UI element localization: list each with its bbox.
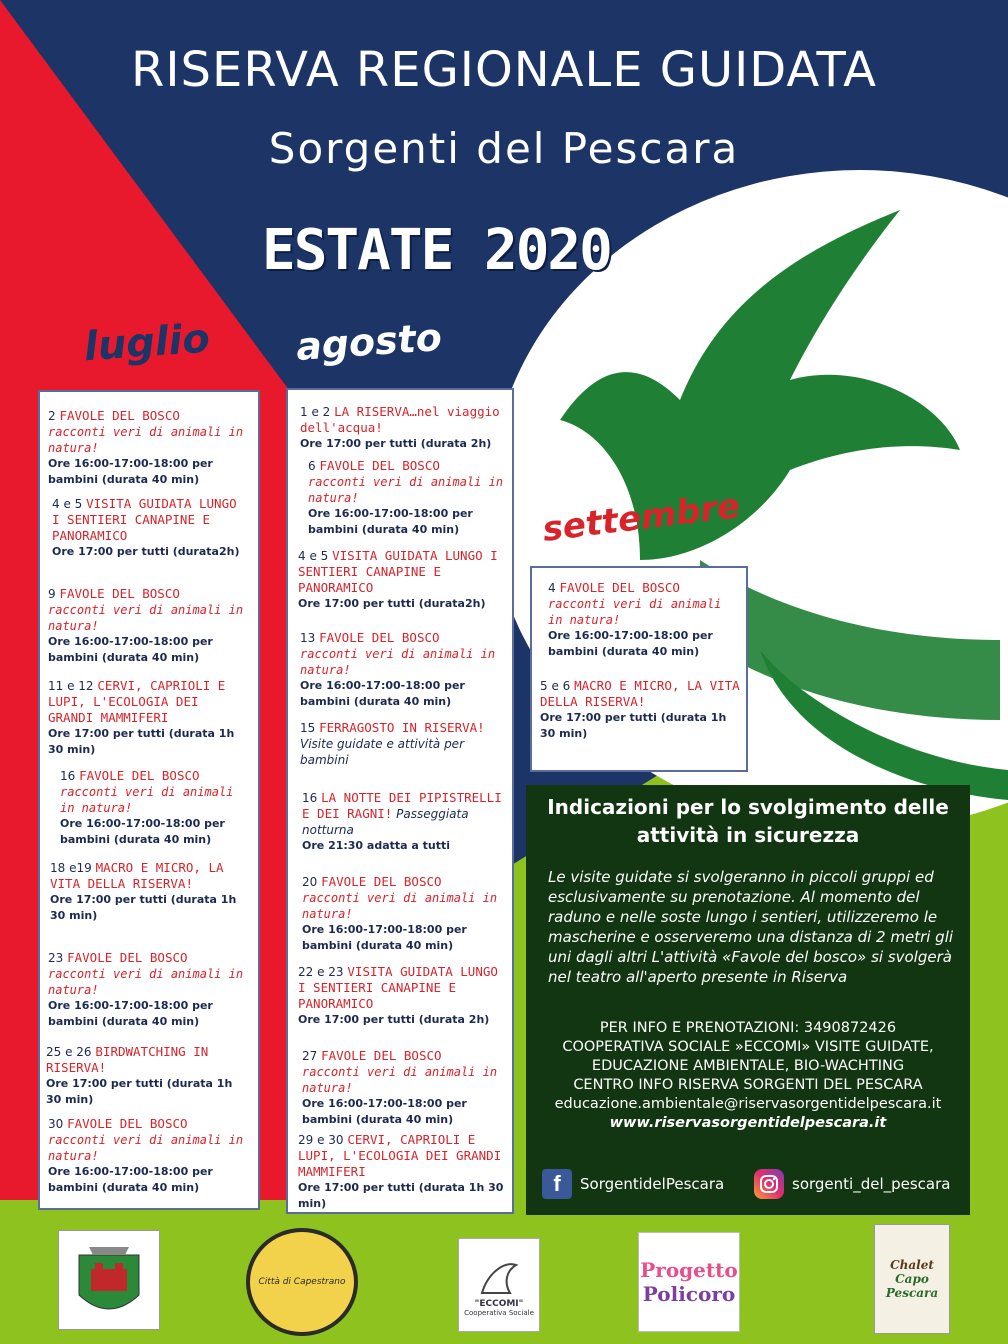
event (48, 586, 248, 666)
capo-logo-text: Capo (895, 1272, 929, 1286)
title: RISERVA REGIONALE GUIDATA (131, 42, 877, 98)
info-heading: Indicazioni per lo svolgimento delle attività in sicurezza (547, 795, 949, 847)
facebook-handle: SorgentidelPescara (580, 1175, 725, 1193)
event-title: FAVOLE DEL BOSCO (559, 580, 680, 595)
event-time: Ore 17:00 per tutti (durata 2h) (298, 1013, 490, 1026)
event-title: FAVOLE DEL BOSCO (319, 630, 440, 645)
event-subtitle: racconti veri di animali in natura! (48, 425, 244, 455)
event-title: CERVI, CAPRIOLI E LUPI, L'ECOLOGIA DEI GRANDI MAMMIFERI (298, 1132, 502, 1179)
event-title: FERRAGOSTO IN RISERVA! (319, 720, 485, 735)
event-date: 13 (300, 631, 316, 645)
event-date: 4 e 5 (52, 497, 83, 511)
event (46, 1044, 246, 1108)
event (60, 768, 255, 848)
event-time: Ore 16:00-17:00-18:00 per bambini (durata 40 min) (300, 679, 465, 708)
event (540, 678, 740, 742)
event-date: 23 (48, 951, 64, 965)
event-title: VISITA GUIDATA LUNGO I SENTIERI CANAPINE E PANORAMICO (52, 496, 237, 543)
event-title: MACRO E MICRO, LA VITA DELLA RISERVA! (50, 860, 224, 891)
contacts (526, 1019, 970, 1133)
event (302, 874, 507, 954)
citta-logo-text: Città di Capestrano (258, 1277, 346, 1287)
event (48, 1116, 248, 1196)
event-title: FAVOLE DEL BOSCO (67, 1116, 188, 1131)
event-title: LA NOTTE DEI PIPISTRELLI E DEI RAGNI! (302, 790, 502, 821)
event-subtitle: racconti veri di animali in natura! (300, 647, 496, 677)
event-title: FAVOLE DEL BOSCO (59, 408, 180, 423)
eccomi-logo-subtext: Cooperativa Sociale (464, 1309, 534, 1317)
event-time: Ore 16:00-17:00-18:00 per bambini (durata 40 min) (548, 629, 713, 658)
event (48, 950, 248, 1030)
event-time: Ore 17:00 per tutti (durata2h) (298, 597, 486, 610)
event-time: Ore 17:00 per tutti (durata 1h 30 min) (48, 727, 235, 756)
event-time: Ore 17:00 per tutti (durata 2h) (300, 437, 492, 450)
pescara-logo-text: Pescara (885, 1286, 939, 1300)
event (300, 404, 500, 452)
contact-phone: PER INFO E PRENOTAZIONI: 3490872426 (599, 1020, 897, 1036)
event (48, 408, 248, 488)
chalet-logo (874, 1224, 950, 1334)
event (298, 548, 498, 612)
event-date: 27 (302, 1049, 318, 1063)
contact-email[interactable]: educazione.ambientale@riservasorgentidelpescara.it (554, 1096, 942, 1112)
facebook-link[interactable] (542, 1169, 724, 1199)
event (548, 580, 740, 660)
subtitle: Sorgenti del Pescara (268, 124, 740, 173)
event-date: 1 e 2 (300, 405, 331, 419)
event-title: BIRDWATCHING IN RISERVA! (46, 1044, 209, 1075)
progetto-logo-text: Progetto (640, 1258, 738, 1282)
website-link[interactable]: www.riservasorgentidelpescara.it (609, 1115, 887, 1131)
event-subtitle: Visite guidate e attività per bambini (300, 737, 464, 767)
event-date: 29 e 30 (298, 1133, 344, 1147)
instagram-link[interactable] (754, 1169, 950, 1199)
event-time: Ore 17:00 per tutti (durata2h) (52, 545, 240, 558)
month-luglio: luglio (82, 315, 212, 371)
facebook-icon: f (542, 1169, 572, 1199)
event-date: 11 e 12 (48, 679, 94, 693)
event-time: Ore 17:00 per tutti (durata 1h 30 min) (298, 1181, 504, 1210)
event-time: Ore 21:30 adatta a tutti (302, 839, 451, 852)
event (302, 1048, 507, 1128)
safety-info-box (526, 785, 970, 1215)
event-time: Ore 17:00 per tutti (durata 1h 30 min) (46, 1077, 233, 1106)
event-subtitle: racconti veri di animali in natura! (302, 891, 498, 921)
month-agosto: agosto (294, 314, 444, 370)
eccomi-logo (458, 1238, 540, 1332)
event-title: MACRO E MICRO, LA VITA DELLA RISERVA! (540, 678, 740, 709)
event-title: FAVOLE DEL BOSCO (319, 458, 440, 473)
policoro-logo-text: Policoro (642, 1282, 736, 1306)
event (48, 678, 248, 758)
event-date: 20 (302, 875, 318, 889)
event-date: 15 (300, 721, 316, 735)
instagram-icon (754, 1169, 784, 1199)
event-subtitle: racconti veri di animali in natura! (48, 603, 244, 633)
event-title: LA RISERVA…nel viaggio dell'acqua! (300, 404, 500, 435)
season-title: ESTATE 2020 (262, 218, 611, 283)
event (50, 860, 245, 924)
event-time: Ore 16:00-17:00-18:00 per bambini (durata 40 min) (308, 507, 473, 536)
comune-crest-logo (58, 1230, 160, 1330)
settembre-schedule (530, 566, 748, 772)
event-time: Ore 17:00 per tutti (durata 1h 30 min) (540, 711, 727, 740)
event-date: 22 e 23 (298, 965, 344, 979)
event-title: VISITA GUIDATA LUNGO I SENTIERI CANAPINE E PANORAMICO (298, 964, 498, 1011)
event-date: 16 (302, 791, 318, 805)
event (302, 790, 502, 854)
event-subtitle: racconti veri di animali in natura! (60, 785, 234, 815)
event-time: Ore 16:00-17:00-18:00 per bambini (durata 40 min) (48, 1165, 213, 1194)
event (308, 458, 508, 538)
event-title: FAVOLE DEL BOSCO (79, 768, 200, 783)
event-title: CERVI, CAPRIOLI E LUPI, L'ECOLOGIA DEI GRANDI MAMMIFERI (48, 678, 226, 725)
event-subtitle: racconti veri di animali in natura! (302, 1065, 498, 1095)
info-text: Le visite guidate si svolgeranno in piccoli gruppi ed esclusivamente su prenotazione. Al momento del raduno e nelle soste lungo i sentieri, utilizzeremo le mascherine e osserveremo una distanza di 2 metri gli uni dagli altri L'attività «Favole del bosco» si svolgerà nel teatro all'aperto presente in Riserva (548, 868, 954, 986)
citta-logo (246, 1228, 358, 1336)
event-time: Ore 16:00-17:00-18:00 per bambini (durata 40 min) (60, 817, 225, 846)
event-subtitle: racconti veri di animali in natura! (548, 597, 722, 627)
event-date: 4 e 5 (298, 549, 329, 563)
event-title: FAVOLE DEL BOSCO (59, 586, 180, 601)
event-date: 25 e 26 (46, 1045, 92, 1059)
event-title: FAVOLE DEL BOSCO (321, 874, 442, 889)
event-title: FAVOLE DEL BOSCO (321, 1048, 442, 1063)
contact-center: CENTRO INFO RISERVA SORGENTI DEL PESCARA (573, 1077, 923, 1093)
event-date: 5 e 6 (540, 679, 571, 693)
chalet-logo-text: Chalet (890, 1258, 934, 1272)
instagram-handle: sorgenti_del_pescara (792, 1175, 951, 1193)
event (298, 1132, 508, 1212)
event-time: Ore 17:00 per tutti (durata 1h 30 min) (50, 893, 237, 922)
month-settembre: settembre (540, 486, 743, 550)
event-subtitle: Passeggiata notturna (302, 807, 469, 837)
contact-cooperative: COOPERATIVA SOCIALE »ECCOMI» VISITE GUIDATE, EDUCAZIONE AMBIENTALE, BIO-WACHTING (562, 1039, 934, 1074)
event-date: 9 (48, 587, 56, 601)
event-time: Ore 16:00-17:00-18:00 per bambini (durata 40 min) (48, 457, 213, 486)
luglio-schedule (38, 390, 260, 1210)
event-date: 6 (308, 459, 316, 473)
event (300, 630, 505, 710)
event (300, 720, 505, 768)
event-date: 2 (48, 409, 56, 423)
event-date: 4 (548, 581, 556, 595)
event-time: Ore 16:00-17:00-18:00 per bambini (durata 40 min) (302, 1097, 467, 1126)
event (52, 496, 247, 560)
event-subtitle: racconti veri di animali in natura! (48, 967, 244, 997)
event-time: Ore 16:00-17:00-18:00 per bambini (durata 40 min) (302, 923, 467, 952)
event-date: 30 (48, 1117, 64, 1131)
event (298, 964, 503, 1028)
event-title: VISITA GUIDATA LUNGO I SENTIERI CANAPINE E PANORAMICO (298, 548, 498, 595)
progetto-policoro-logo (638, 1232, 740, 1332)
eccomi-logo-text: "ECCOMI" (474, 1299, 524, 1309)
event-date: 16 (60, 769, 76, 783)
event-time: Ore 16:00-17:00-18:00 per bambini (durata 40 min) (48, 635, 213, 664)
event-subtitle: racconti veri di animali in natura! (308, 475, 504, 505)
agosto-schedule (286, 388, 514, 1214)
event-date: 18 e19 (50, 861, 92, 875)
event-title: FAVOLE DEL BOSCO (67, 950, 188, 965)
event-time: Ore 16:00-17:00-18:00 per bambini (durata 40 min) (48, 999, 213, 1028)
event-subtitle: racconti veri di animali in natura! (48, 1133, 244, 1163)
